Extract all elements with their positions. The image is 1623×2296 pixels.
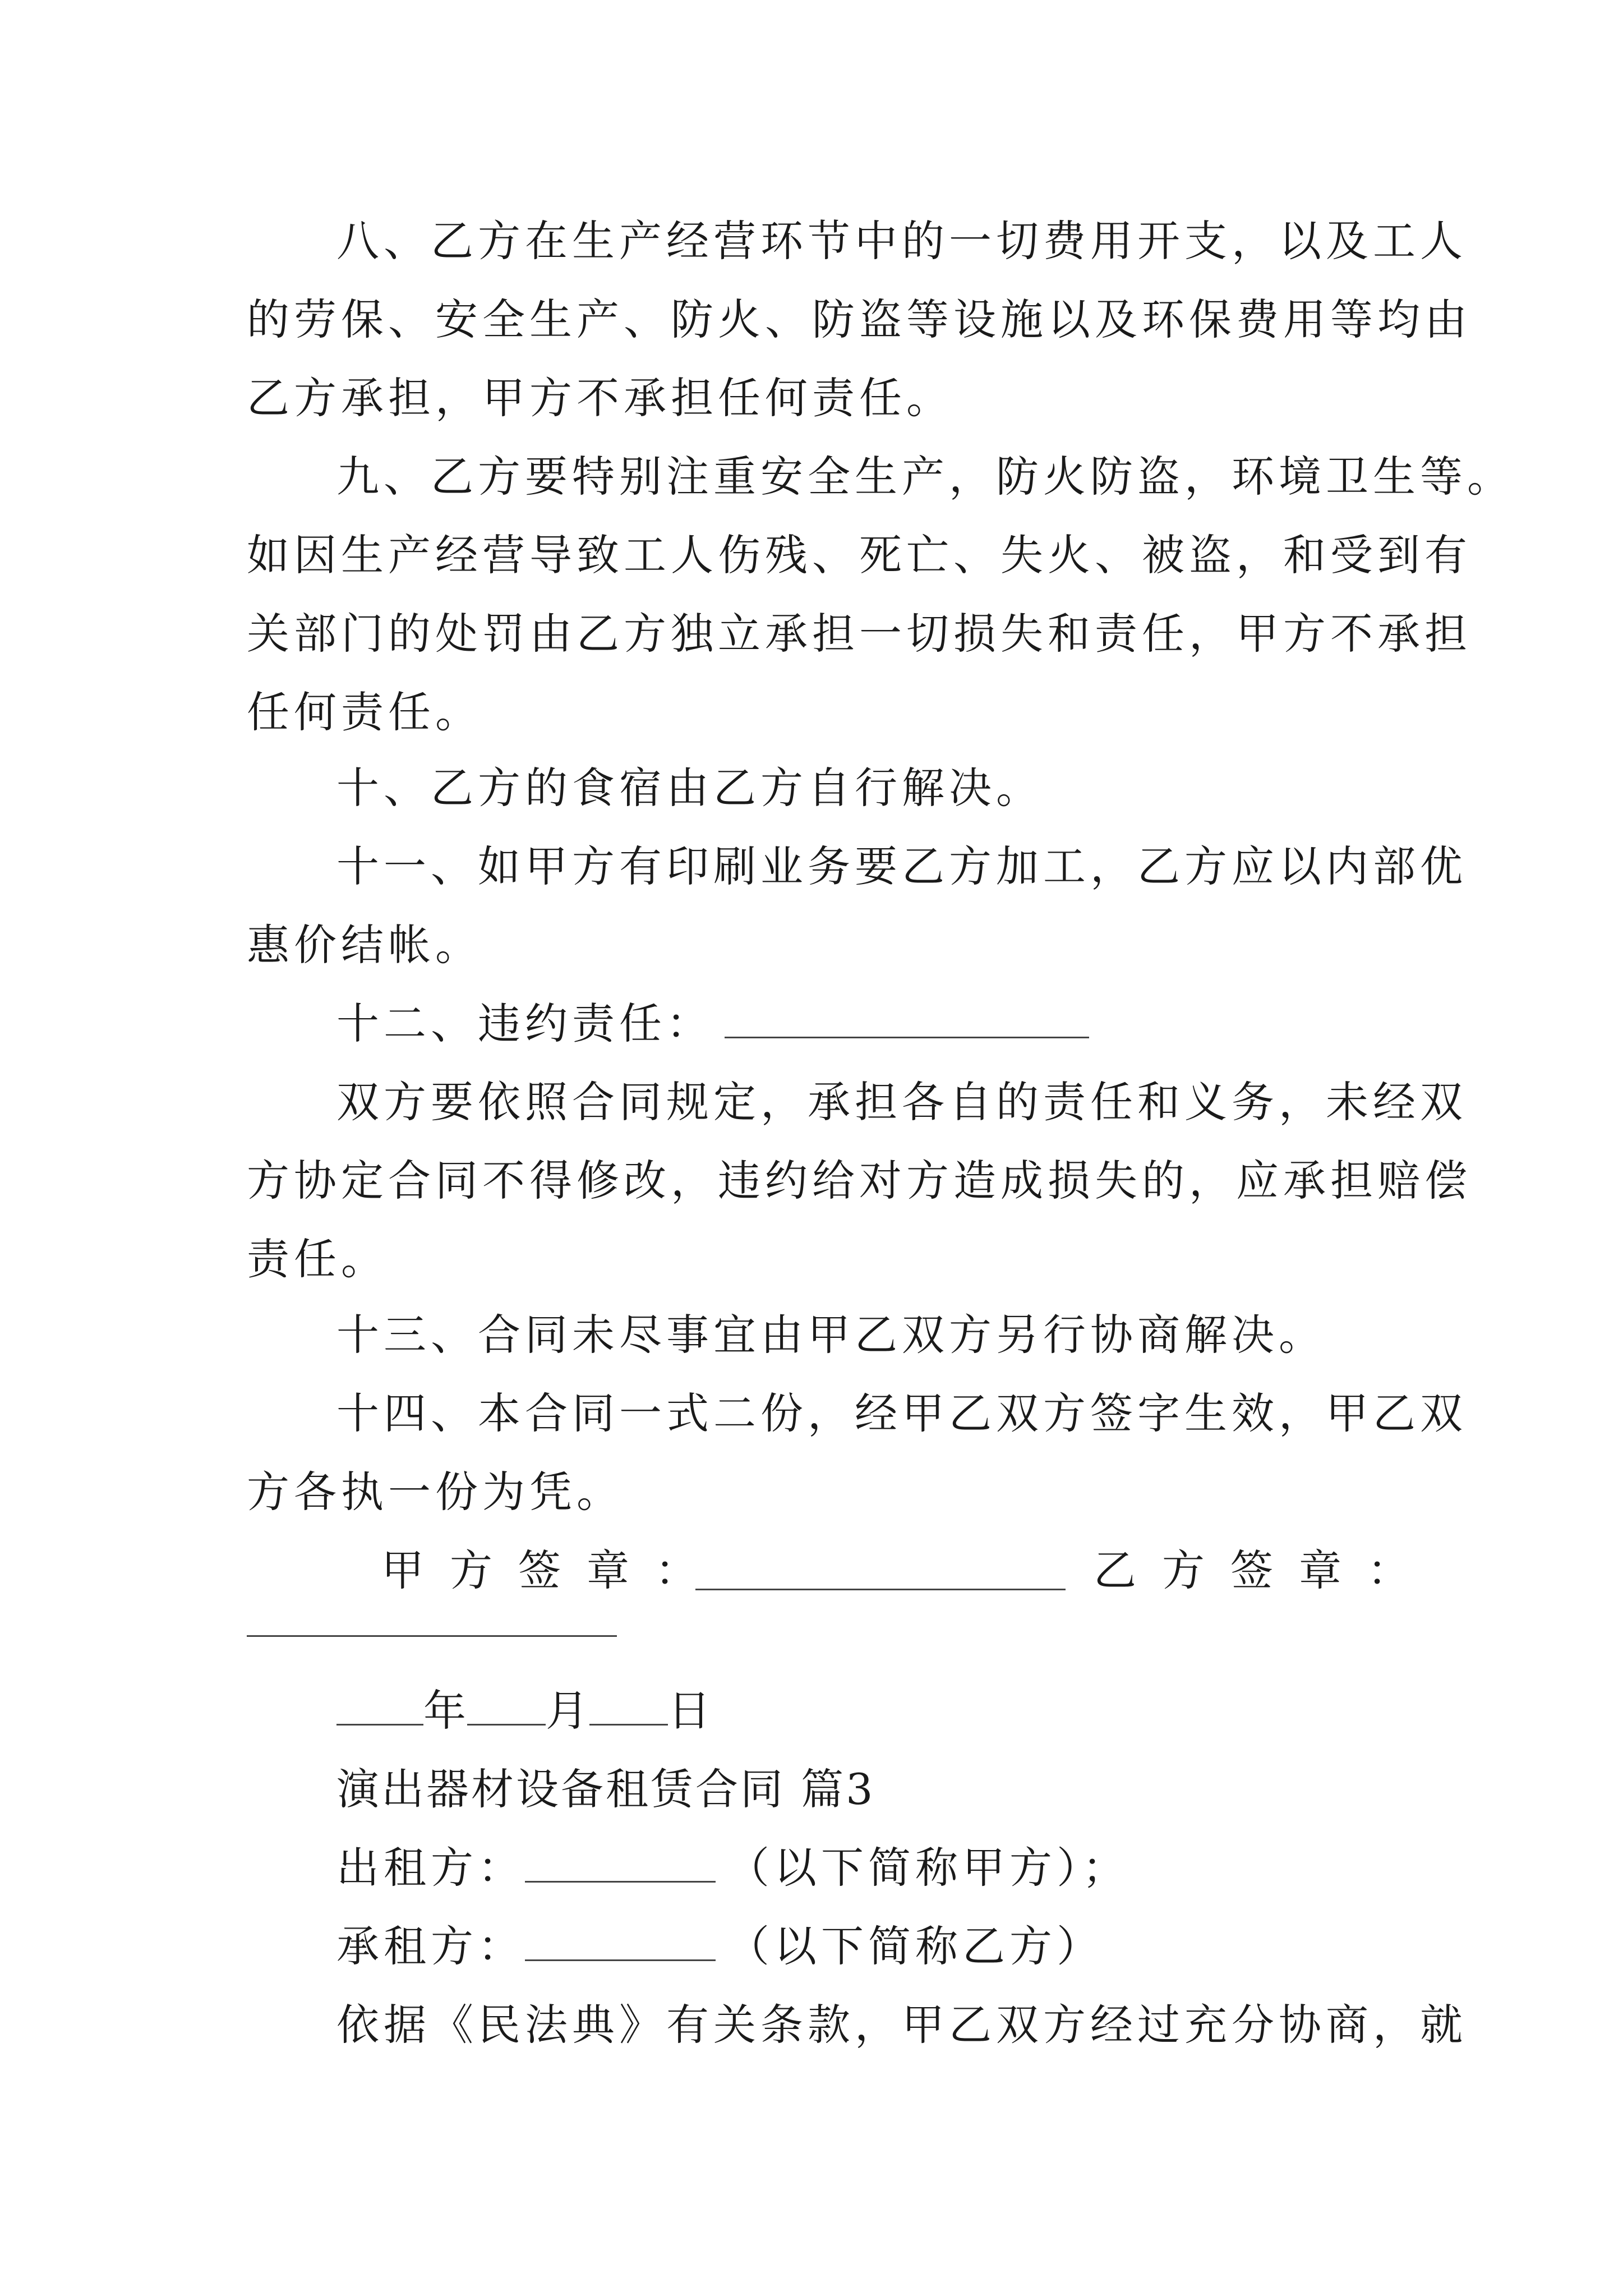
section-title: 演出器材设备租赁合同 篇3 — [336, 1764, 875, 1814]
paragraph-line: 八、乙方在生产经营环节中的一切费用开支，以及工人 — [336, 216, 1467, 266]
lessee-blank — [525, 1920, 716, 1961]
lessor-suffix: （以下简称甲方）； — [727, 1843, 1129, 1893]
paragraph-line: 乙方承担，甲方不承担任何责任。 — [247, 373, 953, 423]
paragraph-line: 十四、本合同一式二份，经甲乙双方签字生效，甲乙双 — [336, 1388, 1467, 1438]
paragraph-line: 双方要依照合同规定，承担各自的责任和义务，未经双 — [336, 1077, 1467, 1127]
year-label: 年 — [423, 1686, 467, 1736]
paragraph-line: 十一、如甲方有印刷业务要乙方加工，乙方应以内部优 — [336, 841, 1467, 891]
lessor-blank — [525, 1842, 716, 1883]
day-blank — [589, 1685, 668, 1726]
paragraph-line: 方各执一份为凭。 — [247, 1467, 624, 1517]
breach-liability-line — [336, 996, 1089, 1052]
lessor-line — [336, 1840, 1129, 1896]
paragraph-line: 关部门的处罚由乙方独立承担一切损失和责任，甲方不承担 — [247, 609, 1472, 659]
lessee-label: 承租方： — [336, 1921, 525, 1971]
paragraph-line: 九、乙方要特别注重安全生产，防火防盗，环境卫生等。 — [336, 452, 1514, 501]
paragraph-line: 十、乙方的食宿由乙方自行解决。 — [336, 763, 1043, 813]
lessor-label: 出租方： — [336, 1843, 525, 1893]
lessee-line — [336, 1918, 1104, 1975]
paragraph-line: 十三、合同未尽事宜由甲乙双方另行协商解决。 — [336, 1310, 1326, 1360]
paragraph-line: 的劳保、安全生产、防火、防盗等设施以及环保费用等均由 — [247, 295, 1472, 344]
party-a-signature-blank — [695, 1543, 1066, 1590]
party-b-signature-blank — [247, 1635, 617, 1637]
lessee-suffix: （以下简称乙方） — [727, 1921, 1104, 1971]
signature-row — [247, 1543, 1436, 1599]
breach-liability-blank — [725, 997, 1089, 1038]
paragraph-line: 惠价结帐。 — [247, 920, 482, 970]
paragraph-line: 责任。 — [247, 1234, 388, 1284]
paragraph-line: 如因生产经营导致工人伤残、死亡、失火、被盗，和受到有 — [247, 530, 1472, 580]
month-blank — [467, 1685, 546, 1726]
party-a-signature-label: 甲方签章： — [381, 1545, 723, 1595]
day-label: 日 — [668, 1686, 712, 1736]
month-label: 月 — [546, 1686, 589, 1736]
breach-liability-label: 十二、违约责任： — [336, 999, 713, 1048]
date-line — [336, 1683, 712, 1739]
party-b-signature-label: 乙方签章： — [1094, 1545, 1436, 1595]
year-blank — [336, 1685, 423, 1726]
paragraph-line: 依据《民法典》有关条款，甲乙双方经过充分协商，就 — [336, 2000, 1467, 2050]
paragraph-line: 方协定合同不得修改，违约给对方造成损失的，应承担赔偿 — [247, 1156, 1472, 1205]
paragraph-line: 任何责任。 — [247, 687, 482, 737]
